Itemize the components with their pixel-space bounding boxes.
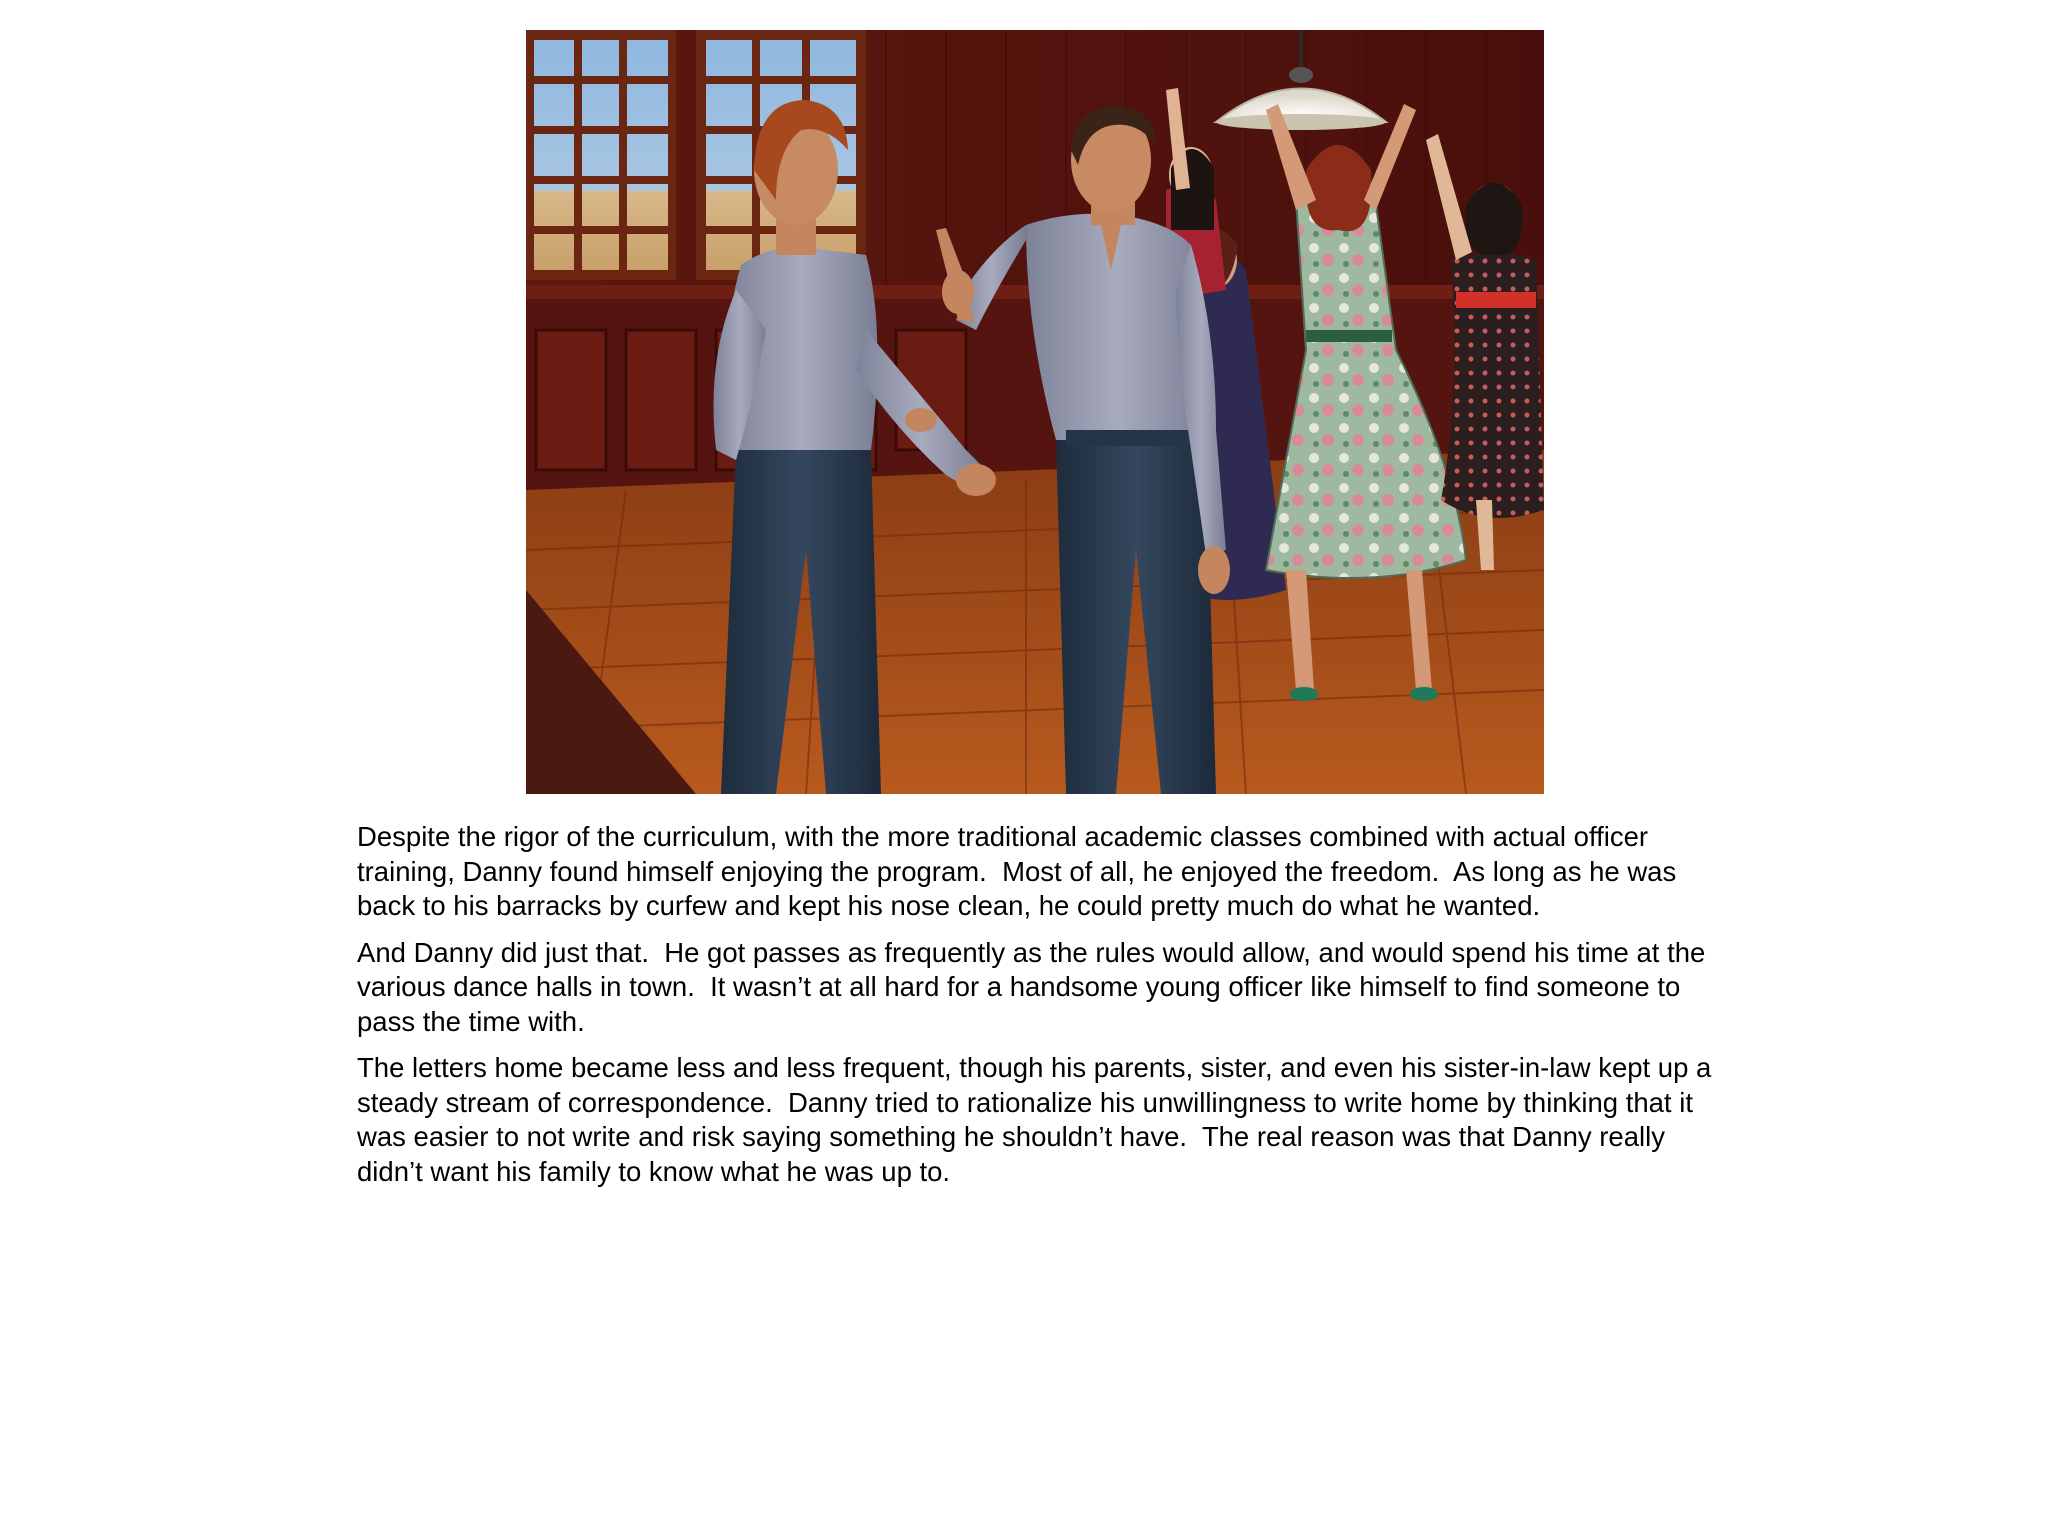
story-paragraph-2: And Danny did just that. He got passes as frequently as the rules would allow, and would spend his time at the various dance halls in town. It wasn’t at all hard for a handsome young officer like himself to find someone to pass the time with. xyxy=(357,936,1713,1037)
story-paragraph-1: Despite the rigor of the curriculum, with the more traditional academic classes combined with actual officer training, Danny found himself enjoying the program. Most of all, he enjoyed the freedom. As long as he was back to his barracks by curfew and kept his nose clean, he could pretty much do what he wanted. xyxy=(357,821,1684,921)
dance-hall-illustration xyxy=(526,30,1544,794)
dance-hall-scene xyxy=(526,30,1544,794)
window-left xyxy=(526,30,676,280)
story-text xyxy=(357,820,1727,1201)
story-paragraph-3: The letters home became less and less frequent, though his parents, sister, and even his sister-in-law kept up a steady stream of correspondence. Danny tried to rationalize his unwillingness to write home by thinking that it was easier to not write and risk saying something he shouldn’t have. The real reason was that Danny really didn’t want his family to know what he was up to. xyxy=(357,1052,1719,1187)
